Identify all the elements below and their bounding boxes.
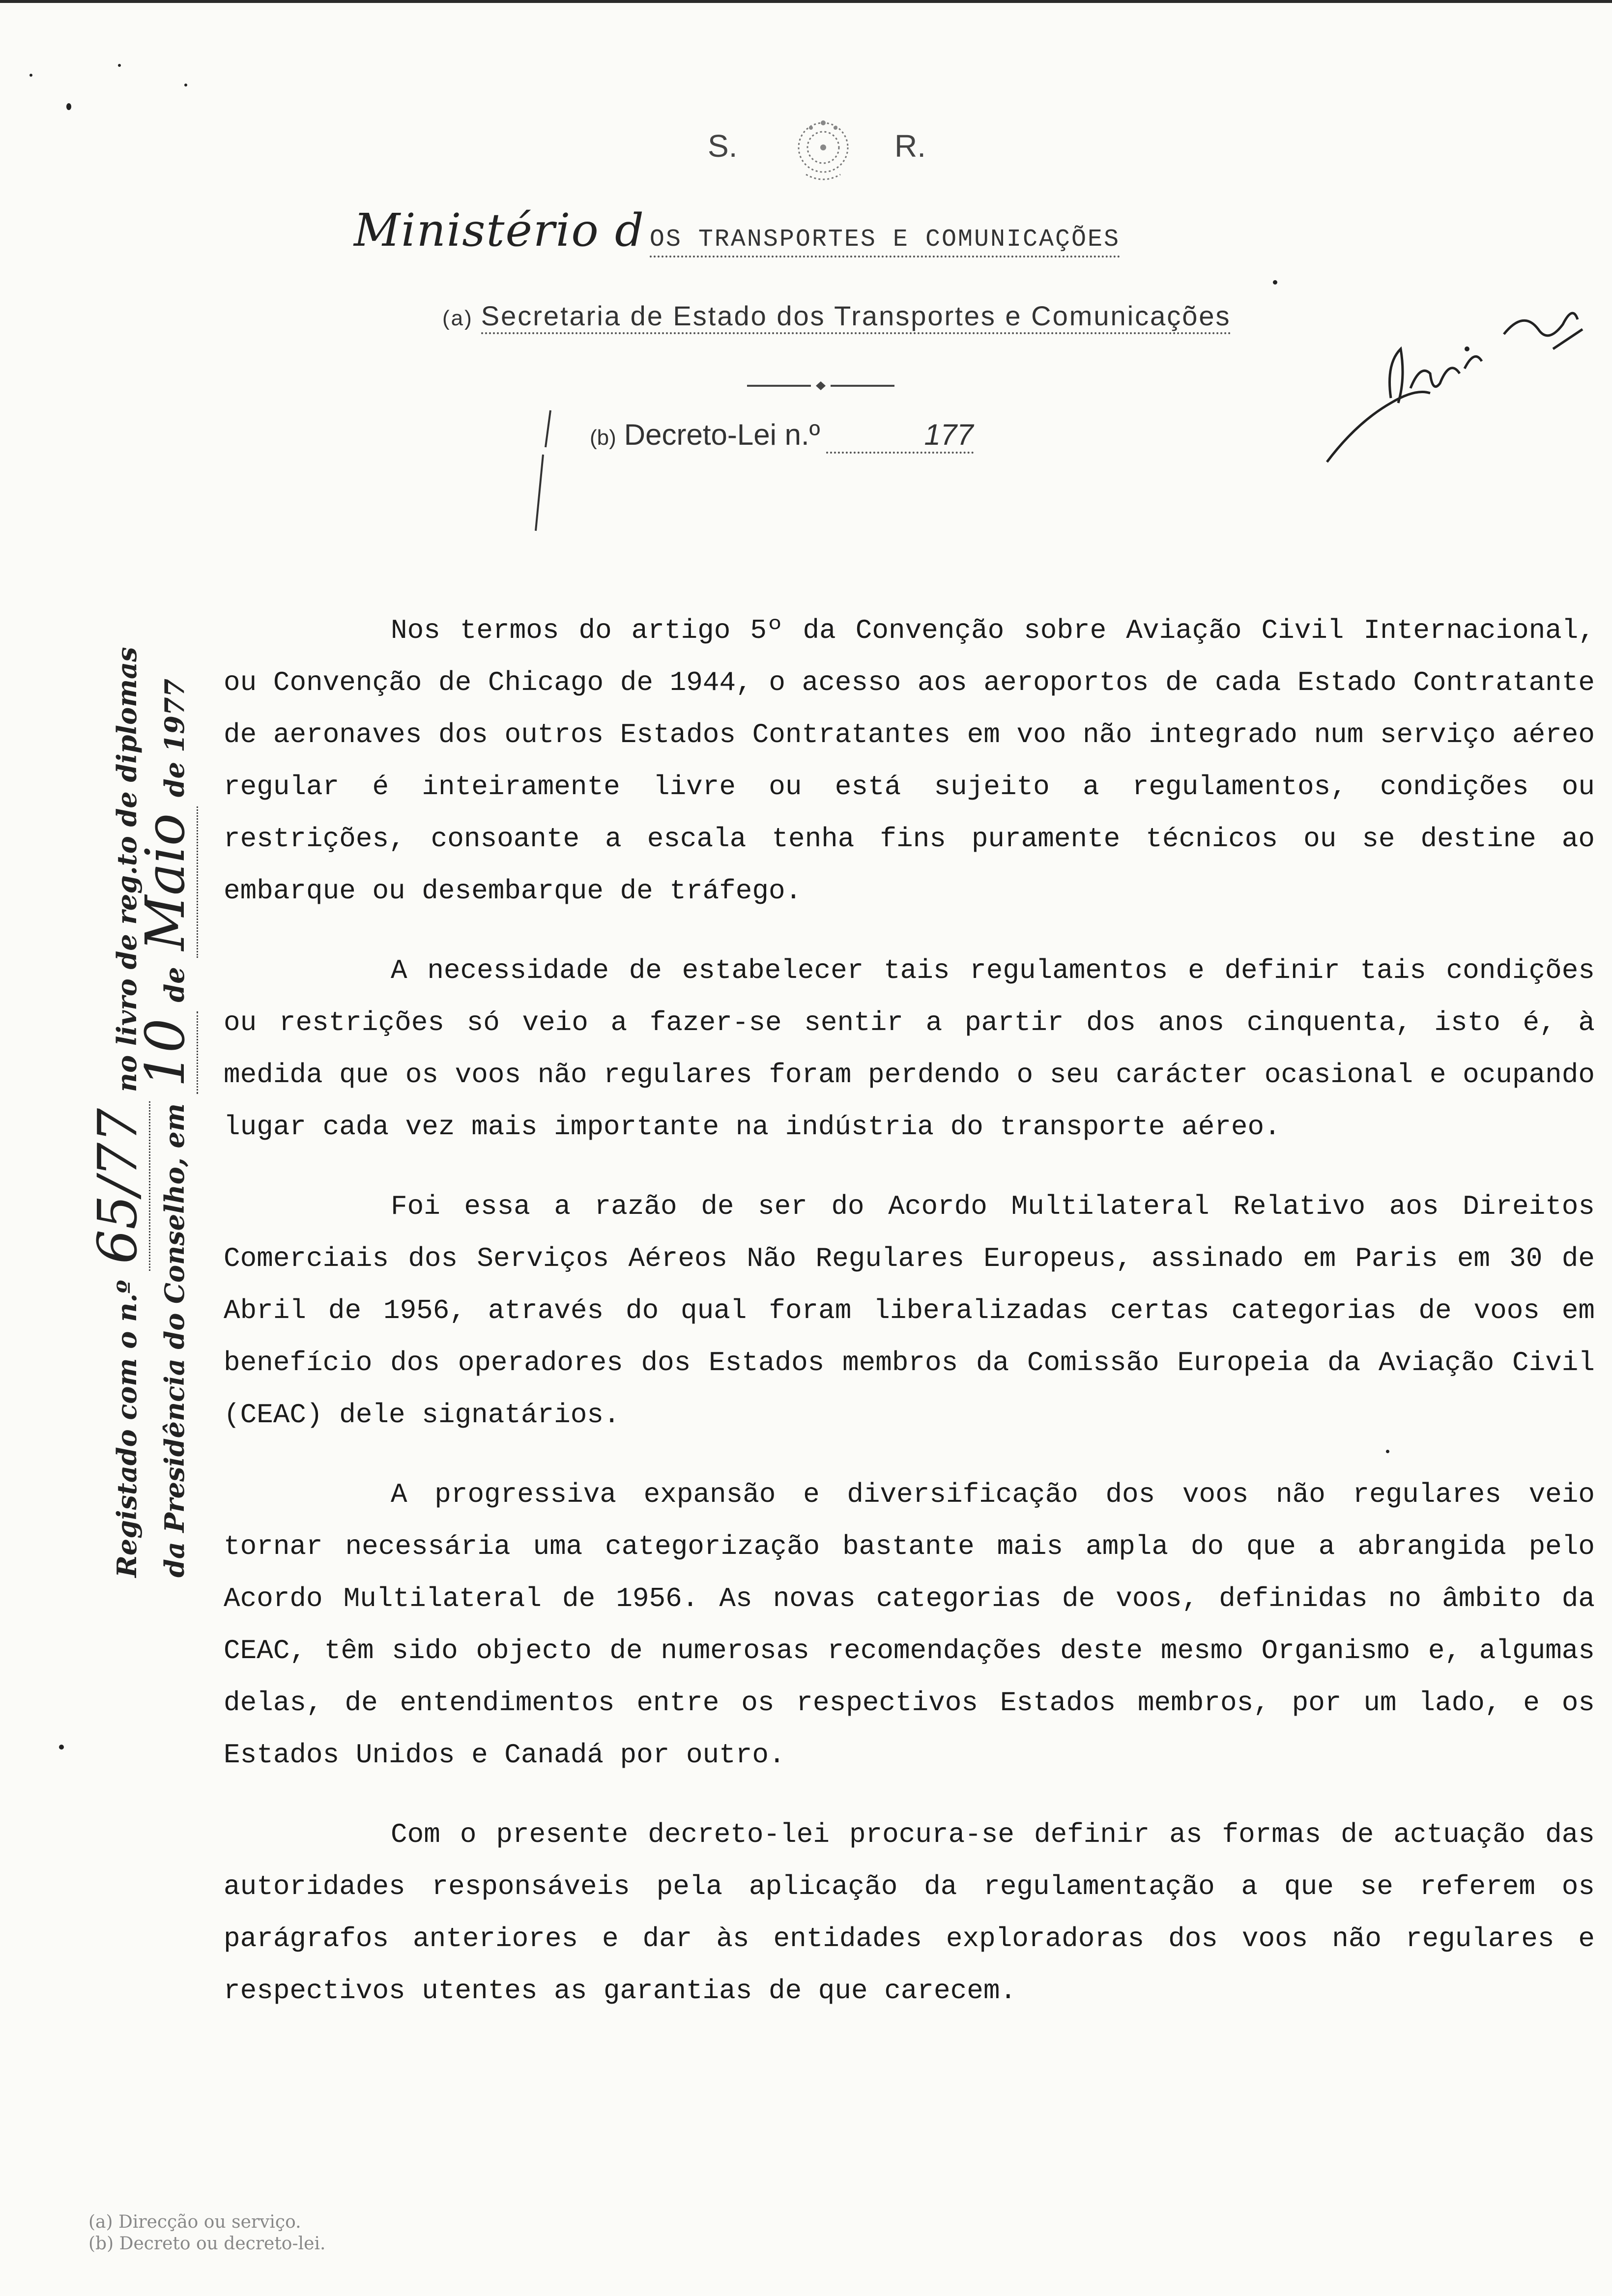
registration-number: 65/77 <box>86 1101 150 1271</box>
margin-note-suffix: no livro de reg.to de diplomas <box>111 647 143 1092</box>
ministry-prefix: Ministério d <box>354 204 645 257</box>
margin-note-prefix-2: da Presidência do Conselho, em <box>159 1103 190 1578</box>
paragraph-2: A necessidade de estabelecer tais regulamentos e definir tais condições ou restrições só veio a fazer-se sentir a partir dos anos cinquenta, isto é, à medida que os voos não regulares foram perdendo o seu carácter ocasional e ocupando lugar cada vez mais importante na indústria do transporte aéreo. <box>224 955 1595 1143</box>
footnotes <box>88 2211 531 2255</box>
pen-stroke-mark <box>526 408 555 536</box>
secretaria-line <box>442 300 1376 332</box>
paragraph-3: Foi essa a razão de ser do Acordo Multilateral Relativo aos Direitos Comerciais dos Serviços Aéreos Não Regulares Europeus, assinado em Paris em 30 de Abril de 1956, através do qual foram liberalizadas certas categorias de voos em benefício dos operadores dos Estados membros da Comissão Europeia da Aviação Civil (CEAC) dele signatários. <box>224 1191 1595 1431</box>
scan-speck <box>59 1745 64 1750</box>
registration-margin-note <box>15 619 226 1578</box>
scan-speck <box>29 74 32 77</box>
scan-speck <box>184 84 187 86</box>
footnote-a: (a) Direcção ou serviço. <box>88 2212 301 2232</box>
decreto-number: 177 <box>826 418 974 454</box>
ministry-heading <box>354 204 1288 263</box>
paragraph-1: Nos termos do artigo 5º da Convenção sobre Aviação Civil Internacional, ou Convenção de Chicago de 1944, o acesso aos aeroportos de cada Estado Contratante de aeronaves dos outros Estados Contratantes em voo não integrado num serviço aéreo regular é inteiramente livre ou está sujeito a regulamentos, condições ou restrições, consoante a escala tenha fins puramente técnicos ou se destine ao embarque ou desembarque de tráfego. <box>224 615 1595 907</box>
sr-left-letter: S. <box>708 128 738 164</box>
ministry-name: OS TRANSPORTES E COMUNICAÇÕES <box>650 226 1120 258</box>
preamble-body <box>224 604 1595 2044</box>
top-scan-edge <box>0 0 1612 3</box>
sr-right-letter: R. <box>894 128 926 164</box>
coat-of-arms-emblem <box>781 113 865 187</box>
footnote-b: (b) Decreto ou decreto-lei. <box>88 2234 326 2254</box>
handwritten-signature <box>1317 275 1592 482</box>
secretaria-label: (a) <box>442 306 473 330</box>
scan-speck <box>66 103 71 110</box>
registration-day: 10 <box>134 1011 198 1094</box>
header-divider <box>747 378 894 393</box>
scan-speck <box>118 64 121 67</box>
margin-note-line-1 <box>86 619 149 1578</box>
scan-speck <box>1273 280 1277 285</box>
paragraph-4: A progressiva expansão e diversificação dos voos não regulares veio tornar necessária uma categorização bastante mais ampla do que a abrangida pelo Acordo Multilateral de 1956. As novas categorias de voos, definidas no âmbito da CEAC, têm sido objecto de numerosas recomendações deste mesmo Organismo e, algumas delas, de entendimentos entre os respectivos Estados membros, por um lado, e os Estados Unidos e Canadá por outro. <box>224 1479 1595 1771</box>
header-seal-block <box>698 113 953 187</box>
registration-month: Maio <box>134 806 198 958</box>
margin-note-prefix: Registado com o n.º <box>111 1280 143 1578</box>
secretaria-name: Secretaria de Estado dos Transportes e Comunicações <box>481 300 1231 334</box>
paragraph-5: Com o presente decreto-lei procura-se definir as formas de actuação das autoridades responsáveis pela aplicação da regulamentação a que se referem os parágrafos anteriores e dar às entidades exploradoras dos voos não regulares e respectivos utentes as garantias de que carecem. <box>224 1819 1595 2007</box>
margin-note-year: de 1977 <box>159 678 190 798</box>
decreto-label: (b) <box>590 426 616 450</box>
decreto-line <box>590 418 1130 454</box>
decreto-title: Decreto-Lei n.º <box>624 418 820 451</box>
margin-note-mid: de <box>159 967 190 1003</box>
margin-note-line-2 <box>134 619 197 1578</box>
